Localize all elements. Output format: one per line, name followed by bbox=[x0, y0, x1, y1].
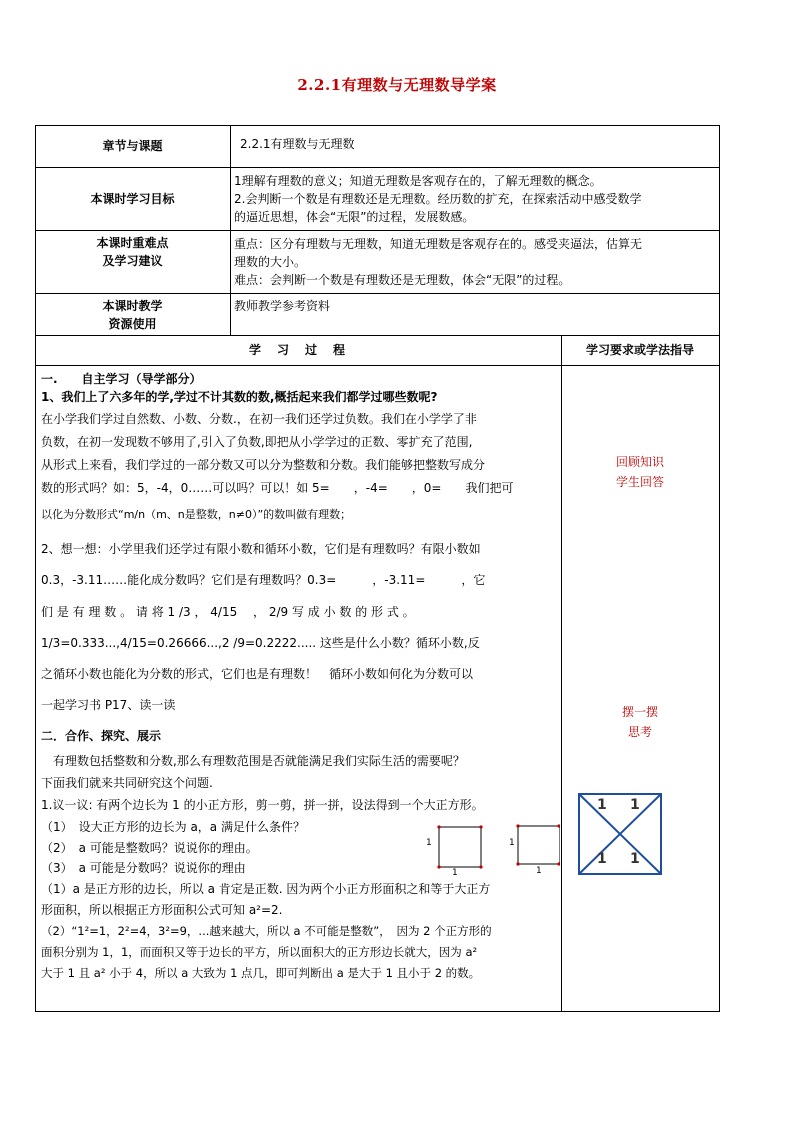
section2-line: （1）a 是正方形的边长，所以 a 肯定是正数. 因为两个小正方形面积之和等于大正方 bbox=[41, 882, 491, 896]
big-square-label-br: 1 bbox=[630, 851, 640, 867]
small-square-2 bbox=[516, 824, 560, 865]
square2-bottom-label: 1 bbox=[536, 866, 542, 876]
small-square-1 bbox=[437, 825, 482, 868]
think-line: 之循环小数也能化为分数的形式，它们也是有理数！ 循环小数如何化为分数可以 bbox=[41, 667, 474, 681]
goal-label: 本课时学习目标 bbox=[90, 192, 175, 206]
section2-line: 大于 1 且 a² 小于 4，所以 a 大致为 1 点几，即可判断出 a 是大于 1 且小于 2 的数。 bbox=[41, 966, 481, 980]
section1-line: 从形式上来看，我们学过的一部分数又可以分为整数和分数。我们能够把整数写成分 bbox=[41, 458, 486, 472]
key-line: 重点：区分有理数与无理数，知道无理数是客观存在的。感受夹逼法，估算无 bbox=[234, 237, 643, 251]
section2-heading: 二．合作、探究、展示 bbox=[41, 729, 162, 743]
square2-side-label: 1 bbox=[509, 838, 515, 848]
square1-bottom-label: 1 bbox=[452, 868, 458, 878]
resource-label-line2: 资源使用 bbox=[108, 317, 157, 331]
section2-line: （1） 设大正方形的边长为 a，a 满足什么条件？ bbox=[41, 820, 305, 834]
guide-header: 学习要求或学法指导 bbox=[585, 343, 694, 357]
guide-review-line2: 学生回答 bbox=[615, 475, 664, 489]
process-header: 学 习 过 程 bbox=[248, 343, 347, 357]
key-text bbox=[234, 235, 642, 289]
big-square-label-bl: 1 bbox=[597, 851, 607, 867]
think-line: 0.3，-3.11……能化成分数吗？它们是有理数吗？0.3= ，-3.11= ，它 bbox=[41, 573, 486, 587]
key-label-line1: 本课时重难点 bbox=[96, 236, 169, 250]
resource-label bbox=[35, 297, 230, 333]
goal-line: 1理解有理数的意义；知道无理数是客观存在的，了解无理数的概念。 bbox=[234, 174, 602, 188]
chapter-value: 2.2.1有理数与无理数 bbox=[240, 137, 355, 151]
section1-question: 1、我们上了六多年的学,学过不计其数的数,概括起来我们都学过哪些数呢? bbox=[41, 390, 438, 404]
key-label-line2: 及学习建议 bbox=[102, 254, 163, 268]
section2-line: 1.议一议: 有两个边长为 1 的小正方形，剪一剪，拼一拼，设法得到一个大正方形。 bbox=[41, 798, 484, 812]
guide-arrange-line1: 摆一摆 bbox=[621, 705, 658, 719]
section2-line: 有理数包括整数和分数,那么有理数范围是否就能满足我们实际生活的需要呢？ bbox=[41, 754, 465, 768]
section2-line: （2）“1²=1，2²=4，3²=9，...越来越大，所以 a 不可能是整数”， 因为 2 个正方形的 bbox=[41, 924, 492, 938]
section2-line: 下面我们就来共同研究这个问题. bbox=[41, 776, 213, 790]
section1-line: 负数，在初一发现数不够用了,引入了负数,即把从小学学过的正数、零扩充了范围, bbox=[41, 435, 473, 449]
big-square-label-tl: 1 bbox=[597, 797, 607, 813]
section2-line: 形面积，所以根据正方形面积公式可知 a²=2. bbox=[41, 903, 283, 917]
resource-value: 教师教学参考资料 bbox=[234, 299, 331, 313]
section2-line: （3） a 可能是分数吗？说说你的理由 bbox=[41, 861, 246, 875]
key-line: 理数的大小。 bbox=[234, 255, 307, 269]
page-title: 2.2.1有理数与无理数导学案 bbox=[297, 76, 497, 94]
chapter-label: 章节与课题 bbox=[102, 139, 163, 153]
think-line: 2、想一想：小学里我们还学过有限小数和循环小数，它们是有理数吗？有限小数如 bbox=[41, 542, 481, 556]
guide-arrange-line2: 思考 bbox=[627, 725, 652, 739]
section2-line: 面积分别为 1，1，而面积又等于边长的平方，所以面积大的正方形边长就大，因为 a² bbox=[41, 945, 478, 959]
think-line: 1/3=0.333...,4/15=0.26666...,2 /9=0.2222..... 这些是什么小数？循环小数,反 bbox=[41, 636, 480, 650]
goal-line: 的逼近思想，体会“无限”的过程，发展数感。 bbox=[234, 210, 475, 224]
key-label bbox=[35, 234, 230, 270]
guide-arrange bbox=[561, 702, 719, 742]
section2-line: （2） a 可能是整数吗？说说你的理由。 bbox=[41, 841, 258, 855]
guide-review-line1: 回顾知识 bbox=[615, 455, 664, 469]
think-line: 一起学习书 P17、读一读 bbox=[41, 698, 176, 712]
big-square-label-tr: 1 bbox=[630, 797, 640, 813]
section1-line: 数的形式吗？如：5，-4，0……可以吗？可以！如 5= ，-4= ，0= 我们把可 bbox=[41, 481, 514, 495]
square1-side-label: 1 bbox=[426, 838, 432, 848]
section1-line: 在小学我们学过自然数、小数、分数.，在初一我们还学过负数。我们在小学学了非 bbox=[41, 412, 477, 426]
big-square-figure bbox=[577, 792, 663, 876]
section1-line: 以化为分数形式“m/n（m、n是整数，n≠0）”的数叫做有理数； bbox=[41, 508, 352, 521]
resource-label-line1: 本课时教学 bbox=[102, 299, 163, 313]
goal-line: 2.会判断一个数是有理数还是无理数。经历数的扩充，在探索活动中感受数学 bbox=[234, 192, 642, 206]
guide-review bbox=[561, 452, 719, 492]
think-line: 们 是 有 理 数 。 请 将 1 /3 ， 4/15 ， 2/9 写 成 小 数 的 形 式 。 bbox=[41, 605, 415, 619]
section1-heading: 一. 自主学习（导学部分） bbox=[41, 372, 202, 386]
key-line: 难点：会判断一个数是有理数还是无理数，体会“无限”的过程。 bbox=[234, 273, 571, 287]
goal-text bbox=[234, 172, 641, 226]
